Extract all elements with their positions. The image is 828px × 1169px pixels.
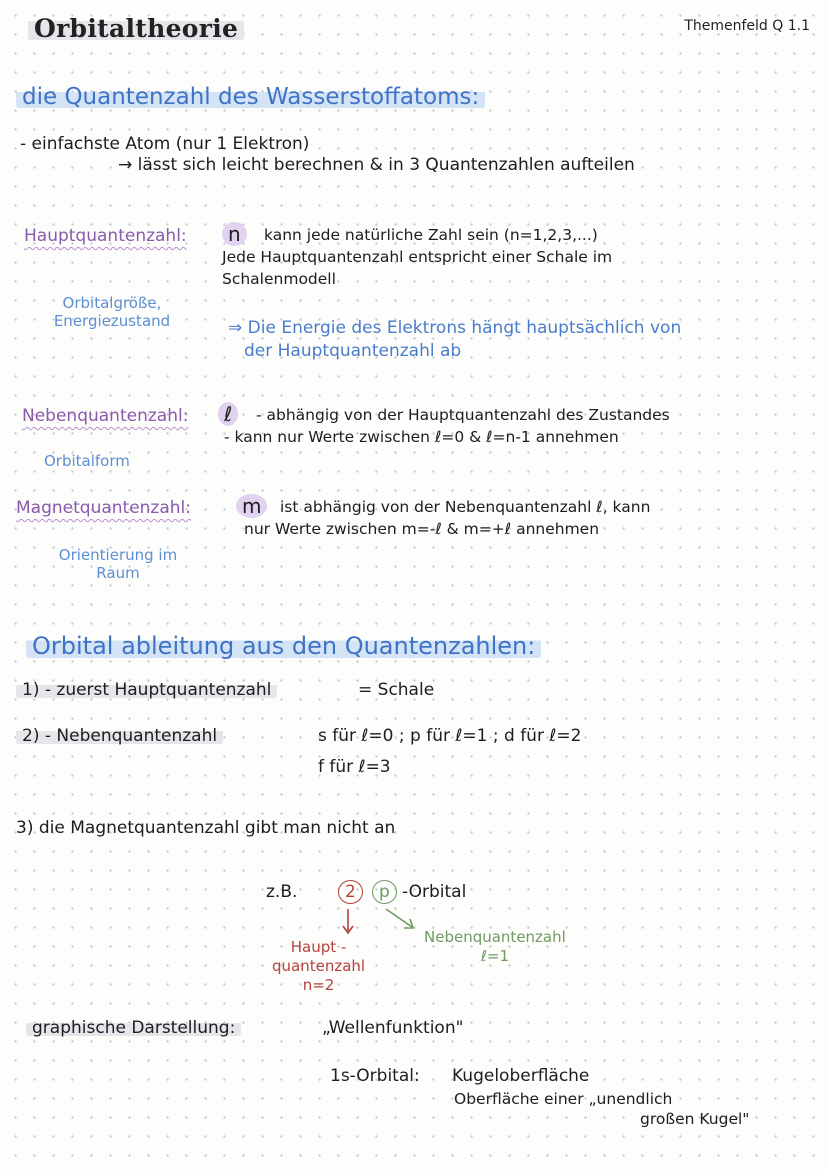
energy-line-2: der Hauptquantenzahl ab — [244, 341, 462, 361]
green-arrow-line — [386, 909, 412, 927]
example-suffix: -Orbital — [402, 882, 467, 902]
haupt-line-1: kann jede natürliche Zahl sein (n=1,2,3,...) — [264, 226, 598, 244]
side-note-orbitalgroesse: Orbitalgröße, Energiezustand — [53, 294, 171, 330]
side-note-orientierung: Orientierung im Raum — [58, 546, 178, 582]
example-number: 2 — [338, 880, 363, 904]
haupt-line-3: Schalenmodell — [222, 270, 336, 288]
haupt-line-2: Jede Hauptquantenzahl entspricht einer Schale im — [222, 248, 613, 266]
orbital-line-3: großen Kugel" — [640, 1110, 750, 1128]
symbol-m: m — [236, 494, 267, 518]
symbol-n: n — [222, 222, 247, 246]
step-1-result: = Schale — [358, 680, 435, 700]
graphic-label: graphische Darstellung: — [26, 1018, 241, 1038]
label-nebenquantenzahl-example: Nebenquantenzahl ℓ=1 — [424, 928, 566, 965]
section-heading-quantum-numbers: die Quantenzahl des Wasserstoffatoms: — [16, 84, 485, 110]
neben-line-1: - abhängig von der Hauptquantenzahl des Zustandes — [256, 406, 670, 424]
neben-line-2: - kann nur Werte zwischen ℓ=0 & ℓ=n-1 annehmen — [224, 428, 619, 446]
symbol-l: ℓ — [218, 402, 238, 426]
term-magnetquantenzahl: Magnetquantenzahl: — [16, 498, 191, 518]
side-note-orbitalform: Orbitalform — [44, 452, 130, 470]
intro-line-1: - einfachste Atom (nur 1 Elektron) — [20, 134, 310, 154]
example-letter: p — [372, 880, 397, 904]
section-heading-orbital-derivation: Orbital ableitung aus den Quantenzahlen: — [26, 632, 541, 660]
example-prefix: z.B. — [266, 882, 298, 902]
energy-line-1: ⇒ Die Energie des Elektrons hängt hauptsächlich von — [228, 318, 682, 338]
label-hauptquantenzahl-example: Haupt - quantenzahl n=2 — [272, 938, 366, 994]
term-hauptquantenzahl: Hauptquantenzahl: — [24, 226, 187, 246]
step-2-line-1: s für ℓ=0 ; p für ℓ=1 ; d für ℓ=2 — [318, 726, 582, 746]
orbital-line-1: Kugeloberfläche — [452, 1066, 590, 1086]
topic-label: Themenfeld Q 1.1 — [684, 18, 810, 34]
step-1: 1) - zuerst Hauptquantenzahl — [16, 680, 277, 700]
intro-line-2: → lässt sich leicht berechnen & in 3 Quantenzahlen aufteilen — [118, 155, 635, 175]
step-2: 2) - Nebenquantenzahl — [16, 726, 223, 746]
page-title: Orbitaltheorie — [28, 14, 244, 43]
orbital-line-2: Oberfläche einer „unendlich — [454, 1090, 673, 1108]
orbital-label: 1s-Orbital: — [330, 1066, 420, 1086]
graphic-value: „Wellenfunktion" — [322, 1018, 464, 1038]
magnet-line-1: ist abhängig von der Nebenquantenzahl ℓ, kann — [280, 498, 651, 516]
magnet-line-2: nur Werte zwischen m=-ℓ & m=+ℓ annehmen — [244, 520, 600, 538]
term-nebenquantenzahl: Nebenquantenzahl: — [22, 406, 189, 426]
step-3: 3) die Magnetquantenzahl gibt man nicht an — [16, 818, 396, 838]
step-2-line-2: f für ℓ=3 — [318, 757, 391, 777]
